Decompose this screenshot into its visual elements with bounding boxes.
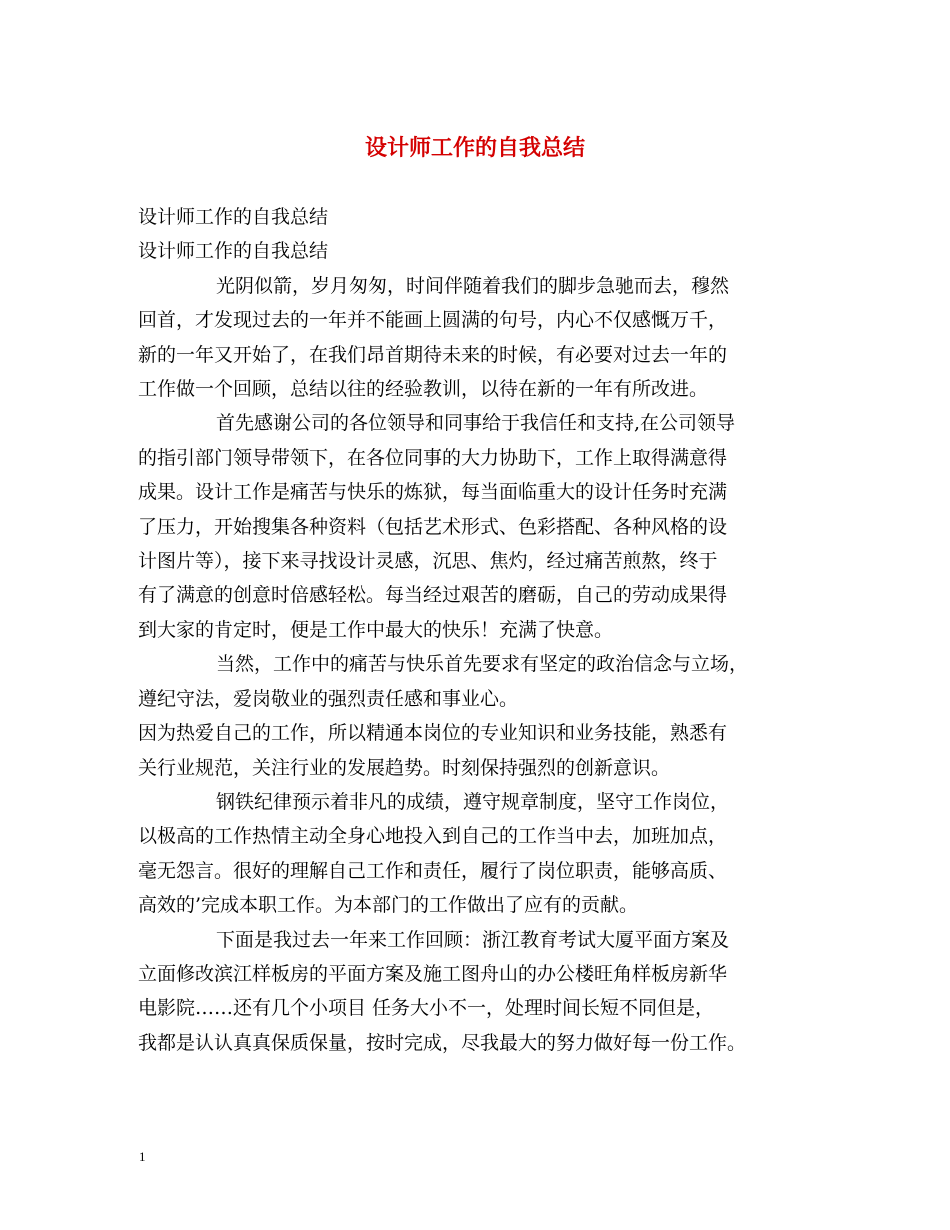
text-line: 毫无怨言。很好的理解自己工作和责任，履行了岗位职责，能够高质、	[138, 859, 728, 882]
text-line: 到大家的肯定时，便是工作中最大的快乐！充满了快意。	[138, 618, 614, 641]
text-line: 的指引部门领导带领下，在各位同事的大力协助下，工作上取得满意得	[138, 446, 728, 469]
paragraph-first-line: 当然，工作中的痛苦与快乐首先要求有坚定的政治信念与立场，	[216, 653, 749, 676]
text-line: 有了满意的创意时倍感轻松。每当经过艰苦的磨砺，自己的劳动成果得	[138, 584, 728, 607]
text-line: 电影院……还有几个小项目 任务大小不一，处理时间长短不同但是，	[138, 997, 715, 1020]
paragraph-first-line: 光阴似箭，岁月匆匆，时间伴随着我们的脚步急驰而去，穆然	[216, 274, 730, 297]
text-line: 设计师工作的自我总结	[138, 206, 329, 228]
document-title: 设计师工作的自我总结	[364, 135, 585, 161]
paragraph-first-line: 钢铁纪律预示着非凡的成绩，遵守规章制度，坚守工作岗位，	[216, 790, 730, 813]
paragraph-first-line: 首先感谢公司的各位领导和同事给于我信任和支持,在公司领导	[216, 412, 736, 435]
text-line: 计图片等），接下来寻找设计灵感，沉思、焦灼，经过痛苦煎熬，终于	[138, 550, 718, 573]
text-line: 了压力，开始搜集各种资料（包括艺术形式、色彩搭配、各种风格的设	[138, 515, 728, 538]
text-line: 工作做一个回顾，总结以往的经验教训，以待在新的一年有所改进。	[138, 378, 709, 401]
document-body	[138, 200, 820, 1060]
text-line: 回首，才发现过去的一年并不能画上圆满的句号，内心不仅感慨万千，	[138, 309, 728, 332]
text-line: 遵纪守法，爱岗敬业的强烈责任感和事业心。	[138, 687, 519, 710]
text-line: 成果。设计工作是痛苦与快乐的炼狱，每当面临重大的设计任务时充满	[138, 481, 728, 504]
text-line: 高效的’完成本职工作。为本部门的工作做出了应有的贡献。	[138, 894, 639, 917]
text-line: 以极高的工作热情主动全身心地投入到自己的工作当中去，加班加点，	[138, 825, 728, 848]
text-line: 新的一年又开始了，在我们昂首期待未来的时候，有必要对过去一年的	[138, 343, 728, 366]
text-line: 设计师工作的自我总结	[138, 240, 329, 263]
page-number: 1	[139, 1149, 146, 1164]
text-line: 我都是认认真真保质保量，按时完成，尽我最大的努力做好每一份工作。	[138, 1031, 747, 1054]
paragraph-first-line: 下面是我过去一年来工作回顾：浙江教育考试大厦平面方案及	[216, 928, 730, 951]
text-line: 立面修改滨江样板房的平面方案及施工图舟山的办公楼旺角样板房新华	[138, 962, 728, 985]
text-line: 关行业规范，关注行业的发展趋势。时刻保持强烈的创新意识。	[138, 756, 671, 779]
text-line: 因为热爱自己的工作，所以精通本岗位的专业知识和业务技能，熟悉有	[138, 722, 728, 745]
